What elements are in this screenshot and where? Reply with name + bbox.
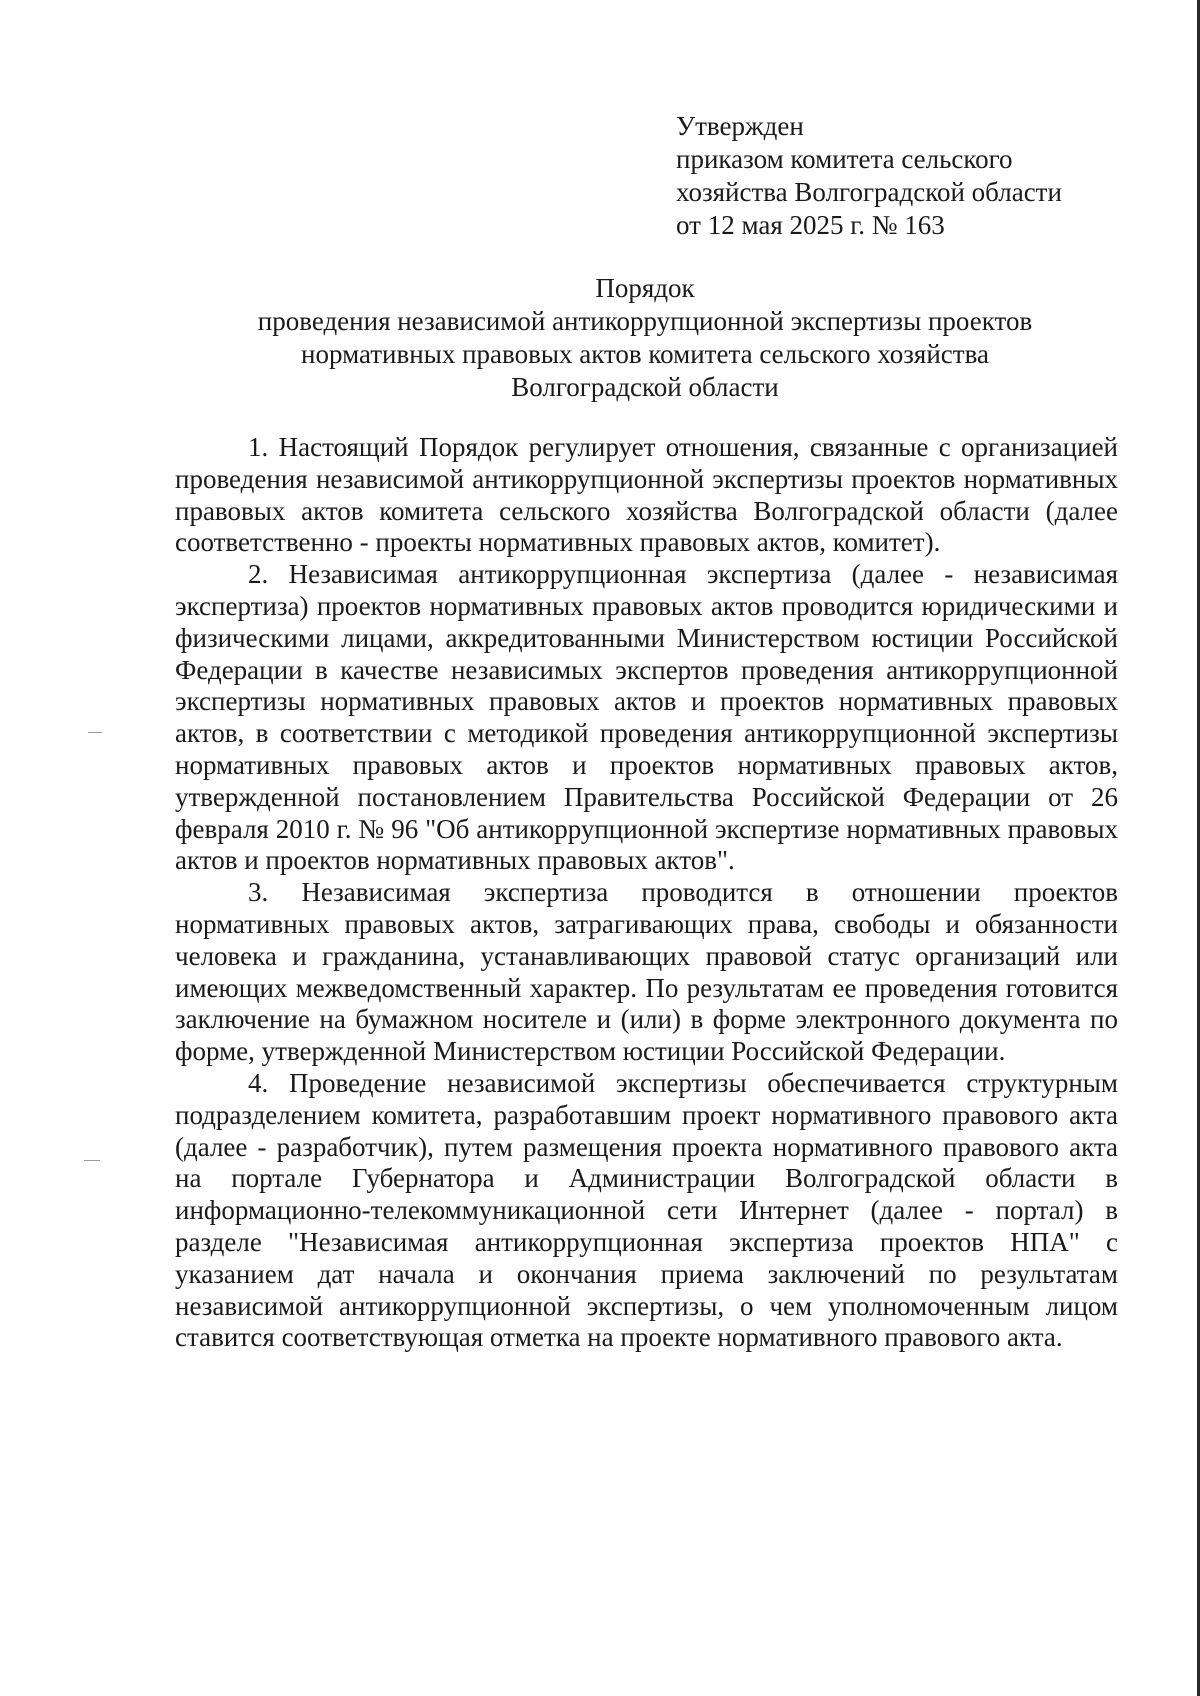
document-body xyxy=(175,432,1118,1354)
approval-line-4: от 12 мая 2025 г. № 163 xyxy=(676,210,945,240)
approval-line-2: приказом комитета сельского xyxy=(676,144,1013,174)
title-line-1: проведения независимой антикоррупционной экспертизы проектов xyxy=(257,306,1033,336)
paragraph-3: 3. Независимая экспертиза проводится в отношении проектов нормативных правовых актов, затрагивающих права, свободы и обязанности человека и гражданина, устанавливающих правовой статус организаций или имеющих межведомственный характер. По результатам ее проведения готовится заключение на бумажном носителе и (или) в форме электронного документа по форме, утвержденной Министерством юстиции Российской Федерации. xyxy=(175,877,1118,1067)
document-title xyxy=(120,272,1170,404)
paragraph-4: 4. Проведение независимой экспертизы обеспечивается структурным подразделением комитета, разработавшим проект нормативного правового акта (далее - разработчик), путем размещения проекта нормативного правового акта на портале Губернатора и Администрации Волгоградской области в информационно-телекоммуникационной сети Интернет (далее - портал) в разделе "Независимая антикоррупционная экспертиза проектов НПА" с указанием дат начала и окончания приема заключений по результатам независимой антикоррупционной экспертизы, о чем уполномоченным лицом ставится соответствующая отметка на проекте нормативного правового акта. xyxy=(175,1067,1118,1353)
paragraph-2: 2. Независимая антикоррупционная экспертиза (далее - независимая экспертиза) проектов нормативных правовых актов проводится юридическими и физическими лицами, аккредитованными Министерством юстиции Российской Федерации в качестве независимых экспертов проведения антикоррупционной экспертизы нормативных правовых актов и проектов нормативных правовых актов, в соответствии с методикой проведения антикоррупционной экспертизы нормативных правовых актов и проектов нормативных правовых актов, утвержденной постановлением Правительства Российской Федерации от 26 февраля 2010 г. № 96 "Об антикоррупционной экспертизе нормативных правовых актов и проектов нормативных правовых актов". xyxy=(175,559,1118,876)
scan-artifact-mark xyxy=(84,1160,100,1161)
paragraph-1: 1. Настоящий Порядок регулирует отношения, связанные с организацией проведения независимой антикоррупционной экспертизы проектов нормативных правовых актов комитета сельского хозяйства Волгоградской области (далее соответственно - проекты нормативных правовых актов, комитет). xyxy=(175,432,1118,558)
approval-stamp-block xyxy=(676,110,1136,242)
title-heading: Порядок xyxy=(595,273,695,303)
title-line-3: Волгоградской области xyxy=(511,372,779,402)
title-line-2: нормативных правовых актов комитета сельского хозяйства xyxy=(301,339,989,369)
scan-artifact-mark xyxy=(88,732,102,733)
approval-line-3: хозяйства Волгоградской области xyxy=(676,177,1062,207)
approval-line-1: Утвержден xyxy=(676,111,804,141)
